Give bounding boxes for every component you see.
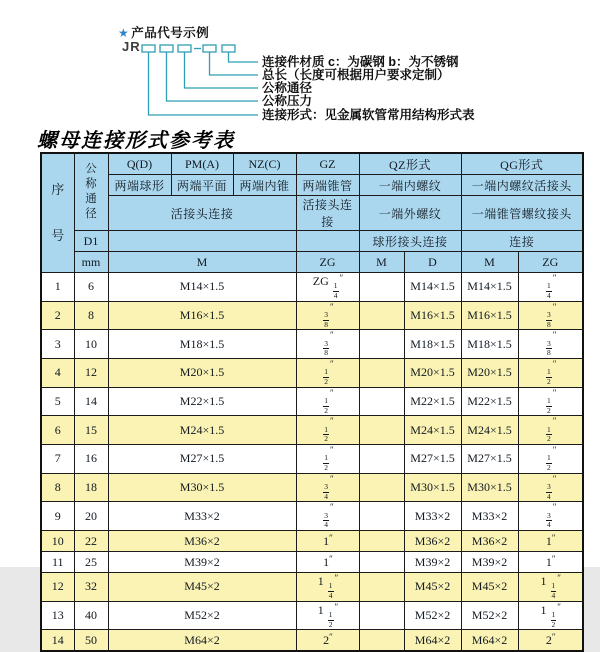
cell-serial: 6	[41, 416, 74, 445]
cell-qg-zg: 2″	[518, 630, 583, 652]
cell-gz-zg: $\frac{1}{2}$ ″	[296, 416, 359, 445]
cell-m-thread: M14×1.5	[108, 273, 296, 302]
star-icon: ★	[118, 26, 130, 40]
table-body	[41, 273, 583, 652]
cell-gz-zg: $\frac{1}{2}$ ″	[296, 445, 359, 474]
cell-qz-d: M30×1.5	[404, 473, 461, 502]
code-box-2	[160, 45, 173, 52]
header-qz-row3: 一端外螺纹	[359, 196, 461, 231]
cell-serial: 12	[41, 573, 74, 602]
table-row	[41, 445, 583, 474]
label-material: 连接件材质 c：为碳钢 b：为不锈钢	[262, 55, 459, 69]
header-col-pm: PM(A)	[171, 153, 233, 175]
header-serial: 序号	[41, 153, 74, 273]
cell-m-thread: M64×2	[108, 630, 296, 652]
header-desc-nz: 两端内锥	[233, 175, 296, 196]
table-title: 螺母连接形式参考表	[37, 130, 235, 152]
code-box-1	[142, 45, 155, 52]
cell-qg-m: M36×2	[461, 531, 518, 552]
cell-qg-m: M16×1.5	[461, 301, 518, 330]
cell-gz-zg: 1 $\frac{1}{4}$ ″	[296, 573, 359, 602]
table-row	[41, 387, 583, 416]
cell-qg-zg: $\frac{1}{2}$ ″	[518, 416, 583, 445]
header-unit-m-qg: M	[461, 252, 518, 273]
table-row	[41, 601, 583, 630]
table-row	[41, 416, 583, 445]
table-row	[41, 552, 583, 573]
table-row	[41, 502, 583, 531]
cell-dn-mm: 15	[74, 416, 108, 445]
cell-m-thread: M16×1.5	[108, 301, 296, 330]
header-col-qz: QZ形式	[359, 153, 461, 175]
lead-line-length	[210, 52, 259, 75]
table-row	[41, 630, 583, 652]
header-blank-gz	[296, 231, 359, 252]
cell-qg-m: M45×2	[461, 573, 518, 602]
header-col-nz: NZ(C)	[233, 153, 296, 175]
cell-qz-m	[359, 387, 404, 416]
header-desc-q: 两端球形	[108, 175, 171, 196]
cell-qg-zg: $\frac{1}{4}$ ″	[518, 273, 583, 302]
cell-serial: 14	[41, 630, 74, 652]
table-row	[41, 573, 583, 602]
cell-qz-d: M18×1.5	[404, 330, 461, 359]
product-code-prefix: JR	[122, 39, 141, 54]
cell-dn-mm: 40	[74, 601, 108, 630]
header-desc-qg: 一端内螺纹活接头	[461, 175, 583, 196]
cell-dn-mm: 6	[74, 273, 108, 302]
cell-serial: 5	[41, 387, 74, 416]
header-unit-m-qz: M	[359, 252, 404, 273]
cell-qg-zg: $\frac{3}{8}$ ″	[518, 301, 583, 330]
cell-dn-mm: 20	[74, 502, 108, 531]
header-nominal-diameter: 公称通径	[74, 153, 108, 231]
cell-gz-zg: 1 $\frac{1}{2}$ ″	[296, 601, 359, 630]
table-row	[41, 273, 583, 302]
cell-qg-zg: 1″	[518, 531, 583, 552]
cell-dn-mm: 16	[74, 445, 108, 474]
header-unit-m-qpn: M	[108, 252, 296, 273]
cell-dn-mm: 18	[74, 473, 108, 502]
cell-serial: 10	[41, 531, 74, 552]
header-unit-zg-gz: ZG	[296, 252, 359, 273]
nut-connection-table	[40, 152, 584, 652]
cell-qg-zg: 1 $\frac{1}{2}$ ″	[518, 601, 583, 630]
cell-qg-m: M14×1.5	[461, 273, 518, 302]
header-unit-zg-qg: ZG	[518, 252, 583, 273]
cell-gz-zg: $\frac{3}{8}$ ″	[296, 301, 359, 330]
label-connection: 连接形式：见金属软管常用结构形式表	[262, 108, 475, 122]
cell-m-thread: M52×2	[108, 601, 296, 630]
cell-m-thread: M39×2	[108, 552, 296, 573]
table-row	[41, 359, 583, 388]
cell-m-thread: M36×2	[108, 531, 296, 552]
cell-qz-d: M36×2	[404, 531, 461, 552]
cell-qz-m	[359, 330, 404, 359]
cell-qz-d: M33×2	[404, 502, 461, 531]
cell-gz-zg: $\frac{1}{2}$ ″	[296, 359, 359, 388]
table-row	[41, 473, 583, 502]
cell-dn-mm: 32	[74, 573, 108, 602]
cell-m-thread: M22×1.5	[108, 387, 296, 416]
cell-gz-zg: $\frac{3}{8}$ ″	[296, 330, 359, 359]
cell-qz-d: M27×1.5	[404, 445, 461, 474]
cell-qg-zg: $\frac{1}{2}$ ″	[518, 359, 583, 388]
cell-dn-mm: 50	[74, 630, 108, 652]
cell-m-thread: M33×2	[108, 502, 296, 531]
cell-qz-m	[359, 502, 404, 531]
cell-qz-d: M22×1.5	[404, 387, 461, 416]
header-union-qpn: 活接头连接	[108, 196, 296, 231]
cell-m-thread: M20×1.5	[108, 359, 296, 388]
cell-qz-m	[359, 601, 404, 630]
cell-serial: 9	[41, 502, 74, 531]
cell-m-thread: M30×1.5	[108, 473, 296, 502]
cell-qg-m: M64×2	[461, 630, 518, 652]
cell-gz-zg: 2″	[296, 630, 359, 652]
cell-serial: 13	[41, 601, 74, 630]
table-header	[41, 153, 583, 273]
code-box-3	[178, 45, 191, 52]
cell-m-thread: M24×1.5	[108, 416, 296, 445]
header-qg-row3: 一端锥管螺纹接头	[461, 196, 583, 231]
cell-qg-m: M52×2	[461, 601, 518, 630]
cell-qz-m	[359, 552, 404, 573]
code-box-5	[222, 45, 235, 52]
cell-qz-d: M16×1.5	[404, 301, 461, 330]
header-desc-pm: 两端平面	[171, 175, 233, 196]
cell-gz-zg: $\frac{1}{2}$ ″	[296, 387, 359, 416]
cell-m-thread: M27×1.5	[108, 445, 296, 474]
header-union-gz: 活接头连接	[296, 196, 359, 231]
cell-dn-mm: 14	[74, 387, 108, 416]
cell-qg-m: M20×1.5	[461, 359, 518, 388]
cell-qz-m	[359, 416, 404, 445]
header-unit-mm: mm	[74, 252, 108, 273]
cell-serial: 11	[41, 552, 74, 573]
header-blank-qpn	[108, 231, 296, 252]
cell-serial: 8	[41, 473, 74, 502]
cell-serial: 4	[41, 359, 74, 388]
cell-qg-zg: $\frac{3}{4}$ ″	[518, 502, 583, 531]
cell-qz-d: M24×1.5	[404, 416, 461, 445]
cell-serial: 1	[41, 273, 74, 302]
header-desc-gz: 两端锥管	[296, 175, 359, 196]
cell-qz-m	[359, 273, 404, 302]
table-row	[41, 330, 583, 359]
cell-qz-d: M52×2	[404, 601, 461, 630]
label-length: 总长（长度可根据用户要求定制）	[262, 68, 450, 82]
cell-serial: 7	[41, 445, 74, 474]
cell-m-thread: M18×1.5	[108, 330, 296, 359]
cell-qz-d: M14×1.5	[404, 273, 461, 302]
cell-dn-mm: 8	[74, 301, 108, 330]
header-unit-d-qz: D	[404, 252, 461, 273]
diagram-heading-text: 产品代号示例	[131, 26, 210, 40]
header-desc-qz: 一端内螺纹	[359, 175, 461, 196]
cell-dn-mm: 12	[74, 359, 108, 388]
cell-qg-zg: $\frac{3}{4}$ ″	[518, 473, 583, 502]
cell-m-thread: M45×2	[108, 573, 296, 602]
lead-line-diameter	[185, 52, 259, 88]
lead-line-pressure	[167, 52, 259, 101]
cell-qg-zg: $\frac{3}{8}$ ″	[518, 330, 583, 359]
cell-qg-m: M27×1.5	[461, 445, 518, 474]
cell-qg-zg: $\frac{1}{2}$ ″	[518, 445, 583, 474]
cell-qg-m: M33×2	[461, 502, 518, 531]
label-diameter: 公称通径	[262, 81, 313, 95]
cell-qz-d: M64×2	[404, 630, 461, 652]
cell-qz-m	[359, 473, 404, 502]
table-row	[41, 301, 583, 330]
cell-dn-mm: 10	[74, 330, 108, 359]
code-box-4	[203, 45, 216, 52]
cell-qz-m	[359, 301, 404, 330]
cell-qg-zg: 1 $\frac{1}{4}$ ″	[518, 573, 583, 602]
cell-dn-mm: 25	[74, 552, 108, 573]
cell-dn-mm: 22	[74, 531, 108, 552]
cell-gz-zg: 1″	[296, 531, 359, 552]
cell-qg-m: M18×1.5	[461, 330, 518, 359]
header-qz-row4: 球形接头连接	[359, 231, 461, 252]
cell-gz-zg: $\frac{3}{4}$ ″	[296, 502, 359, 531]
header-col-q: Q(D)	[108, 153, 171, 175]
cell-qz-m	[359, 531, 404, 552]
cell-gz-zg: ZG $\frac{1}{4}$ ″	[296, 273, 359, 302]
cell-qg-m: M30×1.5	[461, 473, 518, 502]
cell-gz-zg: $\frac{3}{4}$ ″	[296, 473, 359, 502]
cell-qz-d: M20×1.5	[404, 359, 461, 388]
cell-qz-m	[359, 359, 404, 388]
cell-qg-m: M24×1.5	[461, 416, 518, 445]
cell-qg-m: M39×2	[461, 552, 518, 573]
cell-serial: 2	[41, 301, 74, 330]
cell-serial: 3	[41, 330, 74, 359]
header-col-qg: QG形式	[461, 153, 583, 175]
cell-qg-zg: 1″	[518, 552, 583, 573]
lead-line-material	[229, 52, 259, 62]
cell-qz-d: M45×2	[404, 573, 461, 602]
table-row	[41, 531, 583, 552]
cell-qz-m	[359, 630, 404, 652]
cell-qz-d: M39×2	[404, 552, 461, 573]
header-qg-row4: 连接	[461, 231, 583, 252]
cell-qg-zg: $\frac{1}{2}$ ″	[518, 387, 583, 416]
cell-qz-m	[359, 445, 404, 474]
cell-gz-zg: 1″	[296, 552, 359, 573]
header-d1: D1	[74, 231, 108, 252]
label-pressure: 公称压力	[262, 94, 313, 108]
cell-qz-m	[359, 573, 404, 602]
cell-qg-m: M22×1.5	[461, 387, 518, 416]
header-col-gz: GZ	[296, 153, 359, 175]
